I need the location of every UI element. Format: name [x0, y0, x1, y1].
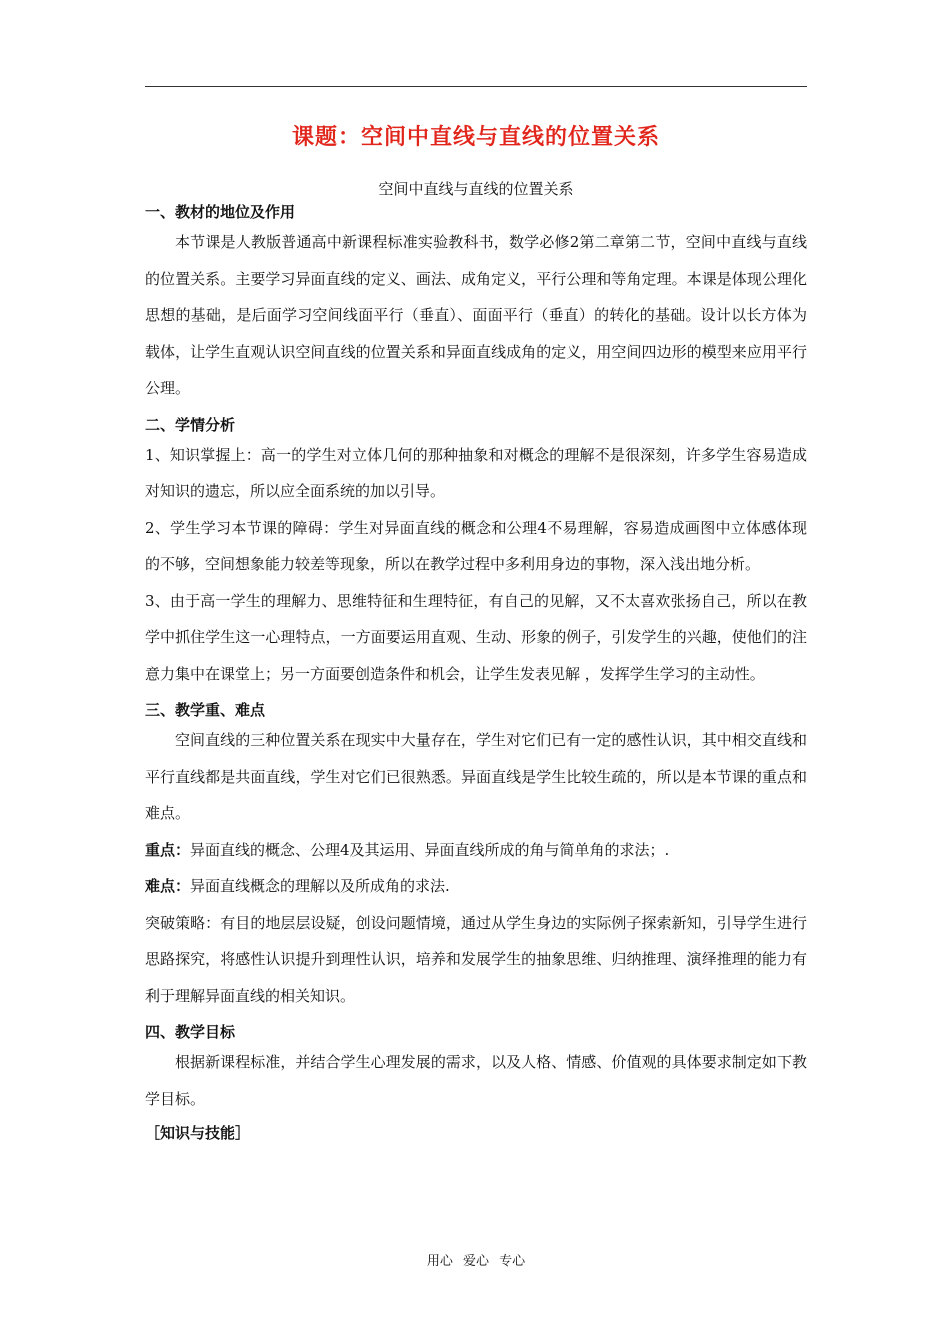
page-title: 课题：空间中直线与直线的位置关系 [291, 124, 660, 150]
section-heading-4: 四、教学目标 [145, 1023, 236, 1041]
section-heading-3: 三、教学重、难点 [145, 701, 266, 719]
section-3-paragraph: 空间直线的三种位置关系在现实中大量存在，学生对它们已有一定的感性认识，其中相交直线和平行直线都是共面直线，学生对它们已很熟悉。异面直线是学生比较生疏的，所以是本节课的重点和难点。 [145, 731, 807, 822]
section-heading-1: 一、教材的地位及作用 [145, 203, 296, 221]
difficult-point-text: 异面直线概念的理解以及所成角的求法. [190, 877, 450, 895]
section-2-item-1: 1、知识掌握上：高一的学生对立体几何的那种抽象和对概念的理解不是很深刻，许多学生容易造成对知识的遗忘，所以应全面系统的加以引导。 [145, 445, 807, 500]
subsection-knowledge-skills: ［知识与技能］ [145, 1124, 251, 1142]
key-point-label: 重点： [145, 840, 191, 859]
section-2-item-2: 2、学生学习本节课的障碍：学生对异面直线的概念和公理4不易理解，容易造成画图中立体感体现的不够，空间想象能力较差等现象，所以在教学过程中多利用身边的事物，深入浅出地分析。 [145, 518, 807, 573]
key-point [145, 832, 807, 869]
page-footer: 用心 爱心 专心 [426, 1254, 526, 1269]
section-heading-2: 二、学情分析 [145, 415, 236, 434]
section-1-paragraph: 本节课是人教版普通高中新课程标准实验教科书，数学必修2第二章第二节，空间中直线与直线的位置关系。主要学习异面直线的定义、画法、成角定义，平行公理和等角定理。本课是体现公理化思想的基础，是后面学习空间线面平行（垂直）、面面平行（垂直）的转化的基础。设计以长方体为载体，让学生直观认识空间直线的位置关系和异面直线成角的定义，用空间四边形的模型来应用平行公理。 [145, 233, 807, 397]
document-body [145, 200, 807, 1145]
section-2-item-3: 3、由于高一学生的理解力、思维特征和生理特征，有自己的见解，又不太喜欢张扬自己，所以在教学中抓住学生这一心理特点，一方面要运用直观、生动、形象的例子，引发学生的兴趣，使他们的注意力集中在课堂上；另一方面要创造条件和机会，让学生发表见解 ，发挥学生学习的主动性。 [145, 591, 807, 683]
page-subtitle: 空间中直线与直线的位置关系 [378, 180, 574, 198]
difficult-point-label: 难点： [145, 877, 191, 895]
header-rule [145, 86, 807, 87]
difficult-point [145, 868, 807, 905]
strategy-paragraph: 突破策略：有目的地层层设疑，创设问题情境，通过从学生身边的实际例子探索新知，引导学生进行思路探究，将感性认识提升到理性认识，培养和发展学生的抽象思维、归纳推理、演绎推理的能力有利于理解异面直线的相关知识。 [145, 913, 807, 1005]
key-point-text: 异面直线的概念、公理4及其运用、异面直线所成的角与简单角的求法；. [190, 840, 670, 859]
section-4-paragraph: 根据新课程标准，并结合学生心理发展的需求，以及人格、情感、价值观的具体要求制定如下教学目标。 [145, 1053, 807, 1108]
